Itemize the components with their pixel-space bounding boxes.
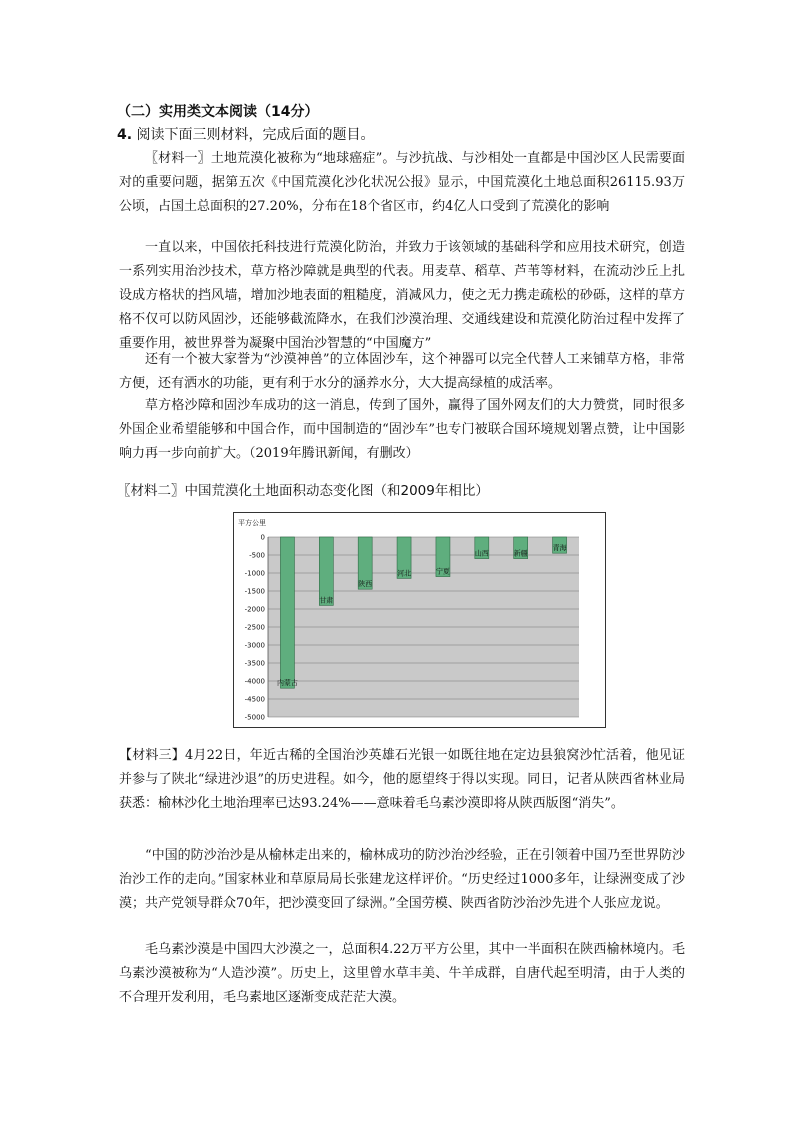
bar-category-label: 新疆 bbox=[513, 549, 528, 558]
bar-2 bbox=[319, 537, 333, 605]
desertification-bar-chart bbox=[233, 512, 606, 728]
y-tick-label: -500 bbox=[249, 551, 265, 560]
y-tick-label: -2500 bbox=[244, 623, 265, 632]
bar-category-label: 甘肃 bbox=[319, 596, 334, 605]
y-tick-label: -3000 bbox=[244, 641, 265, 650]
bar-category-label: 河北 bbox=[397, 569, 412, 578]
question-text: 阅读下面三则材料，完成后面的题目。 bbox=[136, 127, 375, 143]
material3-para2: “中国的防沙治沙是从榆林走出来的，榆林成功的防沙治沙经验，正在引领着中国乃至世界防沙治沙工作的走向。”国家林业和草原局局长张建龙这样评价。“历史经过1000多年，让绿洲变成了沙漠；共产党领导群众70年，把沙漠变回了绿洲。”全国劳模、陕西省防沙治沙先进个人张应龙说。 bbox=[119, 848, 685, 911]
material1-para4: 草方格沙障和固沙车成功的这一消息，传到了国外，赢得了国外网友们的大力赞赏，同时很多外国企业希望能够和中国合作，而中国制造的“固沙车”也专门被联合国环境规划署点赞，让中国影响力再一步向前扩大。（2019年腾讯新闻，有删改） bbox=[119, 398, 685, 461]
y-tick-label: -1500 bbox=[244, 587, 265, 596]
material3-para1: 【材料三】4月22日，年近古稀的全国治沙英雄石光银一如既往地在定边县狼窝沙忙活着，他见证并参与了陕北“绿进沙退”的历史进程。如今，他的愿望终于得以实现。同日，记者从陕西省林业局获悉：榆林沙化土地治理率已达93.24%——意味着毛乌素沙漠即将从陕西版图“消失”。 bbox=[119, 748, 685, 811]
bar-category-label: 陕西 bbox=[358, 580, 373, 589]
y-tick-label: -3500 bbox=[244, 659, 265, 668]
material3-para3: 毛乌素沙漠是中国四大沙漠之一，总面积4.22万平方公里，其中一半面积在陕西榆林境内。毛乌素沙漠被称为“人造沙漠”。历史上，这里曾水草丰美、牛羊成群，自唐代起至明清，由于人类的不合理开发利用，毛乌素地区逐渐变成茫茫大漠。 bbox=[119, 942, 685, 1005]
bar-category-label: 宁夏 bbox=[435, 567, 450, 576]
material2-title: 〖材料二〗中国荒漠化土地面积动态变化图（和2009年相比） bbox=[117, 483, 489, 499]
bar-category-label: 内蒙古 bbox=[276, 679, 298, 688]
material1-para1: 〖材料一〗土地荒漠化被称为“地球癌症”。与沙抗战、与沙相处一直都是中国沙区人民需要面对的重要问题，据第五次《中国荒漠化沙化状况公报》显示，中国荒漠化土地总面积26115.93万公顷，占国土总面积的27.20%，分布在18个省区市，约4亿人口受到了荒漠化的影响 bbox=[119, 151, 685, 214]
y-axis-label: 平方公里 bbox=[238, 519, 266, 527]
y-tick-label: -5000 bbox=[244, 713, 265, 722]
question-number: 4. bbox=[117, 127, 133, 143]
y-tick-label: 0 bbox=[260, 533, 265, 542]
y-tick-label: -4000 bbox=[244, 677, 265, 686]
material1-para2: 一直以来，中国依托科技进行荒漠化防治，并致力于该领域的基础科学和应用技术研究，创造一系列实用治沙技术，草方格沙障就是典型的代表。用麦草、稻草、芦苇等材料，在流动沙丘上扎设成方格状的挡风墙，增加沙地表面的粗糙度，消减风力，使之无力携走疏松的砂砾，这样的草方格不仅可以防风固沙，还能够截流降水，在我们沙漠治理、交通线建设和荒漠化防治过程中发挥了重要作用，被世界誉为凝聚中国治沙智慧的“中国魔方” bbox=[119, 240, 685, 351]
section-title: （二）实用类文本阅读（14分） bbox=[117, 104, 319, 120]
y-tick-label: -4500 bbox=[244, 695, 265, 704]
bar-category-label: 青海 bbox=[552, 544, 567, 553]
chart-svg bbox=[234, 513, 605, 727]
material1-para3: 还有一个被大家誉为“沙漠神兽”的立体固沙车，这个神器可以完全代替人工来铺草方格，非常方便，还有洒水的功能，更有利于水分的涵养水分，大大提高绿植的成活率。 bbox=[119, 352, 685, 391]
y-tick-label: -2000 bbox=[244, 605, 265, 614]
bar-category-label: 山西 bbox=[474, 549, 489, 558]
question-title bbox=[117, 124, 375, 144]
y-tick-label: -1000 bbox=[244, 569, 265, 578]
bar-1 bbox=[280, 537, 294, 688]
